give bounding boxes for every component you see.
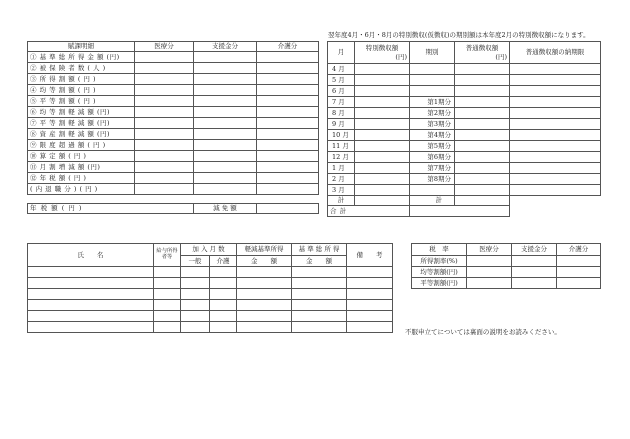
month-row [328,185,601,196]
rate-iryo-value [467,278,512,289]
deadline-value [510,64,601,75]
header-month: 月 [328,42,355,64]
member-name [28,300,154,311]
header-kaigo: 介護分 [257,42,319,52]
assessment-kaigo-value [257,85,319,96]
tokubetsu-value [355,152,410,163]
assessment-row [28,151,319,162]
rate-iryo-value [467,267,512,278]
member-name [28,278,154,289]
member-keigen [237,267,292,278]
assessment-row-label: ⑩ 算 定 額 ( 円 ) [28,151,135,162]
assessment-row [28,107,319,118]
assessment-shien-value [194,162,257,173]
assessment-iryo-value [135,74,194,85]
assessment-row-label: ⑦ 平 等 割 軽 減 額 (円) [28,118,135,129]
header-kijun: 基 準 総 所 得 [292,244,347,256]
assessment-shien-value [194,118,257,129]
header-fuka: 賦課明細 [28,42,135,52]
assessment-shien-value [194,63,257,74]
assessment-row [28,162,319,173]
deadline-value [510,152,601,163]
member-kyuyo [154,267,181,278]
month-label: 5 月 [328,75,355,86]
member-keigen [237,322,292,333]
assessment-shien-value [194,85,257,96]
futsu-value [455,75,510,86]
member-name [28,289,154,300]
member-row [28,300,393,311]
assessment-iryo-value [135,151,194,162]
member-biko [347,322,393,333]
tokubetsu-value [355,108,410,119]
header-keigen-amount: 金 額 [237,256,292,267]
kibetsu-label: 第5期分 [410,141,455,152]
kibetsu-label: 第1期分 [410,97,455,108]
member-kyuyo [154,278,181,289]
assessment-row [28,140,319,151]
tokubetsu-value [355,75,410,86]
member-kijun [292,289,347,300]
member-kijun [292,311,347,322]
nenzei-label: 年 税 額 ( 円 ) [28,204,194,214]
futsu-value [455,86,510,97]
rate-row-label: 均等割額(円) [412,267,467,278]
rate-table [411,243,601,289]
assessment-iryo-value [135,85,194,96]
assessment-row [28,74,319,85]
kei-label: 計 [328,196,355,206]
gokei-label: 合 計 [328,206,410,217]
rate-header-kaigo: 介護分 [557,244,601,256]
assessment-row-label: ⑥ 均 等 割 軽 減 額 (円) [28,107,135,118]
assessment-row-label: ① 基 準 総 所 得 金 額 (円) [28,52,135,63]
genmen-label: 減 免 額 [194,204,257,214]
kibetsu-label: 第2期分 [410,108,455,119]
deadline-value [510,86,601,97]
member-keigen [237,311,292,322]
assessment-kaigo-value [257,151,319,162]
member-kijun [292,267,347,278]
member-biko [347,289,393,300]
rate-header-iryo: 医療分 [467,244,512,256]
kibetsu-label [410,75,455,86]
month-label: 11 月 [328,141,355,152]
member-biko [347,267,393,278]
deadline-value [510,163,601,174]
futsu-value [455,130,510,141]
assessment-row-label: ⑫ 年 税 額 ( 円 ) [28,173,135,184]
top-note: 翌年度4月・6月・8月の特別徴収(仮徴収)の期別額は本年度2月の特別徴収額になります。 [328,31,590,39]
kibetsu-label: 第6期分 [410,152,455,163]
rate-kaigo-value [557,256,601,267]
tokubetsu-value [355,97,410,108]
assessment-shien-value [194,52,257,63]
rate-shien-value [512,256,557,267]
rate-row [412,278,601,289]
header-kibetsu: 期別 [410,42,455,64]
assessment-shien-value [194,107,257,118]
assessment-row-label: ( 内 退 職 分 ) ( 円 ) [28,184,135,195]
member-kaigo [210,322,237,333]
month-row [328,152,601,163]
assessment-shien-value [194,74,257,85]
rate-shien-value [512,278,557,289]
assessment-row-label: ⑧ 資 産 割 軽 減 額 (円) [28,129,135,140]
deadline-value [510,185,601,196]
member-biko [347,300,393,311]
member-row [28,267,393,278]
futsu-value [455,108,510,119]
assessment-kaigo-value [257,52,319,63]
rate-shien-value [512,267,557,278]
assessment-row [28,52,319,63]
assessment-row [28,96,319,107]
assessment-kaigo-value [257,129,319,140]
futsu-value [455,163,510,174]
month-label: 7 月 [328,97,355,108]
member-kaigo [210,267,237,278]
assessment-shien-value [194,140,257,151]
member-keigen [237,300,292,311]
month-label: 12 月 [328,152,355,163]
member-ippan [181,278,210,289]
assessment-iryo-value [135,107,194,118]
header-kanyu: 加 入 月 数 [181,244,237,256]
month-label: 9 月 [328,119,355,130]
assessment-kaigo-value [257,140,319,151]
month-label: 8 月 [328,108,355,119]
month-row [328,174,601,185]
assessment-shien-value [194,129,257,140]
member-name [28,311,154,322]
genmen-value [257,204,319,214]
header-kaigo-months: 介護 [210,256,237,267]
futsu-value [455,141,510,152]
deadline-value [510,130,601,141]
header-name: 氏 名 [28,244,154,267]
tokubetsu-value [355,174,410,185]
month-label: 1 月 [328,163,355,174]
header-kijun-amount: 金 額 [292,256,347,267]
month-label: 10 月 [328,130,355,141]
kibetsu-label: 第3期分 [410,119,455,130]
assessment-row-label: ⑨ 限 度 超 過 額 ( 円 ) [28,140,135,151]
header-keigen: 軽減基準所得 [237,244,292,256]
member-kyuyo [154,311,181,322]
tokubetsu-value [355,141,410,152]
member-name [28,267,154,278]
futsu-value [455,97,510,108]
kibetsu-label [410,64,455,75]
member-row [28,311,393,322]
month-row [328,97,601,108]
bottom-note: 不服申立てについては裏面の説明をお読みください。 [405,328,561,336]
tokubetsu-value [355,119,410,130]
member-kijun [292,322,347,333]
gokei-value [410,206,510,217]
assessment-kaigo-value [257,74,319,85]
member-kaigo [210,300,237,311]
monthly-table [327,41,601,217]
tokubetsu-value [355,130,410,141]
assessment-row [28,184,319,195]
member-kaigo [210,278,237,289]
tokubetsu-value [355,64,410,75]
assessment-iryo-value [135,162,194,173]
deadline-value [510,174,601,185]
assessment-iryo-value [135,184,194,195]
assessment-iryo-value [135,140,194,151]
member-kyuyo [154,300,181,311]
rate-row [412,256,601,267]
assessment-row-label: ⑪ 月 割 増 減 額 (円) [28,162,135,173]
month-row [328,163,601,174]
assessment-iryo-value [135,63,194,74]
rate-kaigo-value [557,278,601,289]
assessment-iryo-value [135,129,194,140]
assessment-kaigo-value [257,173,319,184]
futsu-value [455,64,510,75]
rate-header-zeiritsu: 税 率 [412,244,467,256]
kei-futsu [455,196,510,206]
header-kyuyo: 給与所得者等 [154,244,181,267]
rate-row-label: 平等割額(円) [412,278,467,289]
header-deadline: 普通徴収額の納期限 [510,42,601,64]
assessment-iryo-value [135,173,194,184]
member-name [28,322,154,333]
kei-label-2: 計 [410,196,455,206]
assessment-row-label: ④ 均 等 割 額 ( 円 ) [28,85,135,96]
member-kaigo [210,311,237,322]
member-ippan [181,311,210,322]
member-ippan [181,322,210,333]
assessment-row-label: ② 被 保 険 者 数 ( 人 ) [28,63,135,74]
assessment-shien-value [194,151,257,162]
member-row [28,289,393,300]
kibetsu-label: 第4期分 [410,130,455,141]
assessment-kaigo-value [257,107,319,118]
header-tokubetsu: 特別徴収額 (円) [355,42,410,64]
member-row [28,278,393,289]
member-kijun [292,278,347,289]
member-kaigo [210,289,237,300]
member-ippan [181,289,210,300]
rate-iryo-value [467,256,512,267]
month-row [328,64,601,75]
futsu-value [455,185,510,196]
month-label: 3 月 [328,185,355,196]
month-row [328,141,601,152]
assessment-table [27,41,319,214]
member-ippan [181,267,210,278]
month-row [328,86,601,97]
assessment-kaigo-value [257,63,319,74]
header-biko: 備 考 [347,244,393,267]
assessment-row-label: ③ 所 得 割 額 ( 円 ) [28,74,135,85]
assessment-shien-value [194,184,257,195]
rate-header-shien: 支援金分 [512,244,557,256]
month-label: 4 月 [328,64,355,75]
futsu-value [455,152,510,163]
deadline-value [510,75,601,86]
tokubetsu-value [355,163,410,174]
month-label: 2 月 [328,174,355,185]
assessment-kaigo-value [257,184,319,195]
member-row [28,322,393,333]
assessment-shien-value [194,96,257,107]
assessment-row [28,118,319,129]
assessment-row [28,173,319,184]
member-kijun [292,300,347,311]
header-iryo: 医療分 [135,42,194,52]
assessment-row [28,129,319,140]
member-table [27,243,393,333]
month-row [328,130,601,141]
assessment-kaigo-value [257,118,319,129]
member-keigen [237,278,292,289]
assessment-iryo-value [135,52,194,63]
tokubetsu-value [355,185,410,196]
kei-tokubetsu [355,196,410,206]
header-ippan: 一般 [181,256,210,267]
member-keigen [237,289,292,300]
month-row [328,108,601,119]
member-kyuyo [154,289,181,300]
assessment-row-label: ⑤ 平 等 割 額 ( 円 ) [28,96,135,107]
deadline-value [510,108,601,119]
rate-row [412,267,601,278]
member-biko [347,278,393,289]
member-biko [347,311,393,322]
rate-kaigo-value [557,267,601,278]
member-ippan [181,300,210,311]
futsu-value [455,119,510,130]
assessment-iryo-value [135,96,194,107]
month-row [328,75,601,86]
header-shien: 支援金分 [194,42,257,52]
deadline-value [510,119,601,130]
futsu-value [455,174,510,185]
assessment-kaigo-value [257,162,319,173]
deadline-value [510,97,601,108]
kibetsu-label: 第7期分 [410,163,455,174]
deadline-value [510,141,601,152]
member-kyuyo [154,322,181,333]
assessment-row [28,63,319,74]
assessment-shien-value [194,173,257,184]
assessment-kaigo-value [257,96,319,107]
assessment-iryo-value [135,118,194,129]
month-label: 6 月 [328,86,355,97]
kibetsu-label [410,185,455,196]
rate-row-label: 所得割率(%) [412,256,467,267]
kibetsu-label: 第8期分 [410,174,455,185]
tokubetsu-value [355,86,410,97]
header-futsu: 普通徴収額 (円) [455,42,510,64]
month-row [328,119,601,130]
kibetsu-label [410,86,455,97]
assessment-row [28,85,319,96]
